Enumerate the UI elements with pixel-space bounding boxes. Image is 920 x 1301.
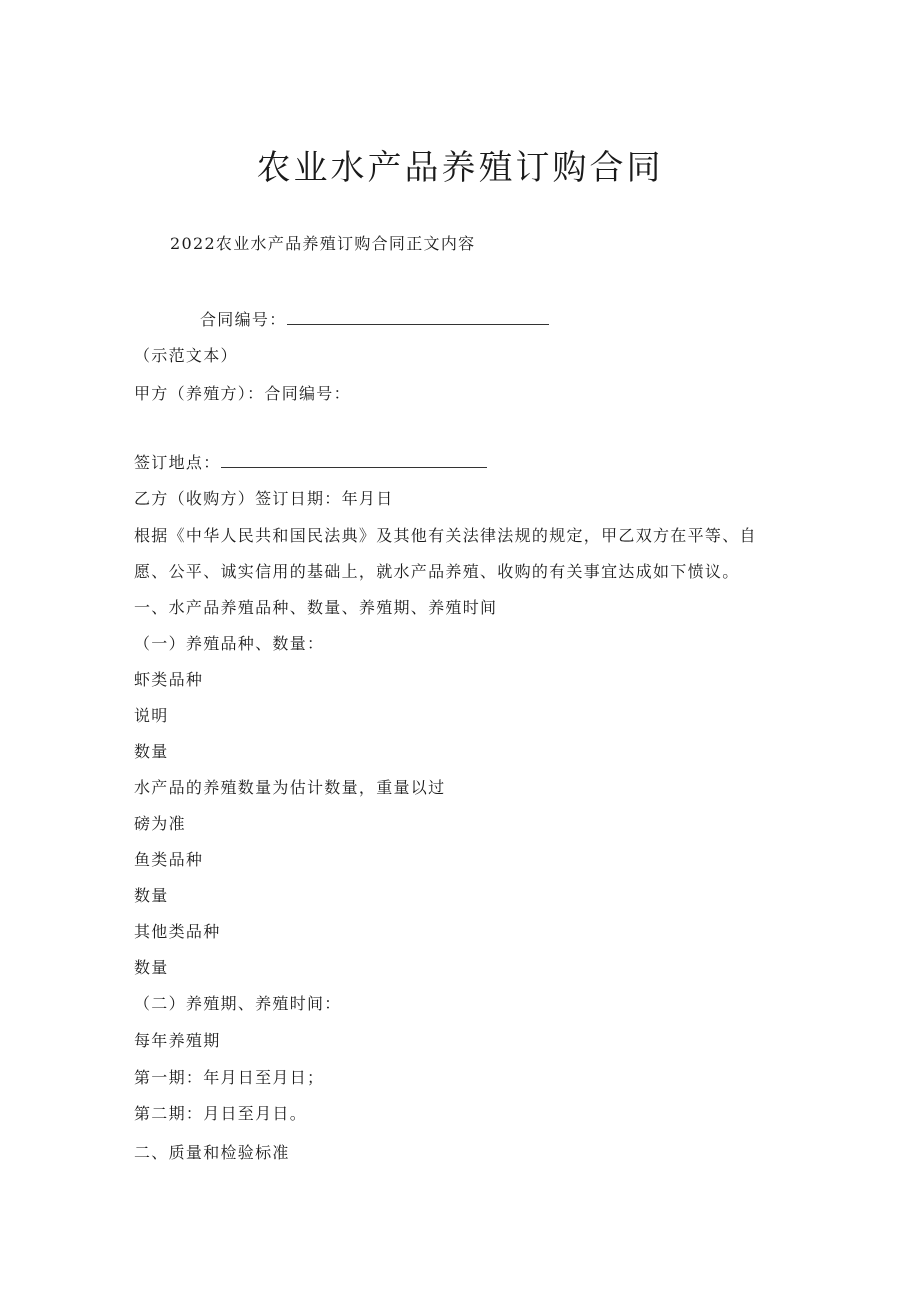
subsection-2-heading: （二）养殖期、养殖时间： — [134, 994, 342, 1013]
party-b-line: 乙方（收购方）签订日期：年月日 — [134, 489, 394, 508]
sign-place-line — [134, 452, 487, 474]
document-title: 农业水产品养殖订购合同 — [256, 148, 664, 188]
subsection-1-heading: （一）养殖品种、数量： — [134, 634, 325, 653]
yearly-period-line: 每年养殖期 — [134, 1031, 221, 1050]
period-1-line: 第一期：年月日至月日； — [134, 1068, 325, 1087]
period-2-line: 第二期：月日至月日。 — [134, 1104, 308, 1123]
quantity-note-line-1: 水产品的养殖数量为估计数量，重量以过 — [134, 778, 446, 797]
other-variety-line: 其他类品种 — [134, 922, 221, 941]
party-a-line: 甲方（养殖方）：合同编号： — [134, 384, 351, 403]
contract-number-label: 合同编号： — [200, 310, 287, 329]
sample-text-note: （示范文本） — [134, 346, 238, 365]
quantity-line-1: 数量 — [134, 742, 169, 761]
quantity-line-2: 数量 — [134, 886, 169, 905]
preamble-paragraph: 根据《中华人民共和国民法典》及其他有关法律法规的规定，甲乙双方在平等、自愿、公平、诚实信用的基础上，就水产品养殖、收购的有关事宜达成如下愤议。 — [134, 526, 757, 581]
contract-number-blank — [287, 309, 549, 325]
section-1-heading: 一、水产品养殖品种、数量、养殖期、养殖时间 — [134, 598, 498, 617]
sign-place-label: 签订地点： — [134, 453, 221, 472]
contract-number-line — [200, 309, 549, 331]
sign-place-blank — [221, 452, 487, 468]
description-line: 说明 — [134, 706, 169, 725]
section-2-heading: 二、质量和检验标准 — [134, 1143, 290, 1162]
quantity-line-3: 数量 — [134, 958, 169, 977]
document-subtitle: 2022农业水产品养殖订购合同正文内容 — [170, 234, 476, 253]
fish-variety-line: 鱼类品种 — [134, 850, 204, 869]
shrimp-variety-line: 虾类品种 — [134, 670, 204, 689]
quantity-note-line-2: 磅为准 — [134, 814, 186, 833]
